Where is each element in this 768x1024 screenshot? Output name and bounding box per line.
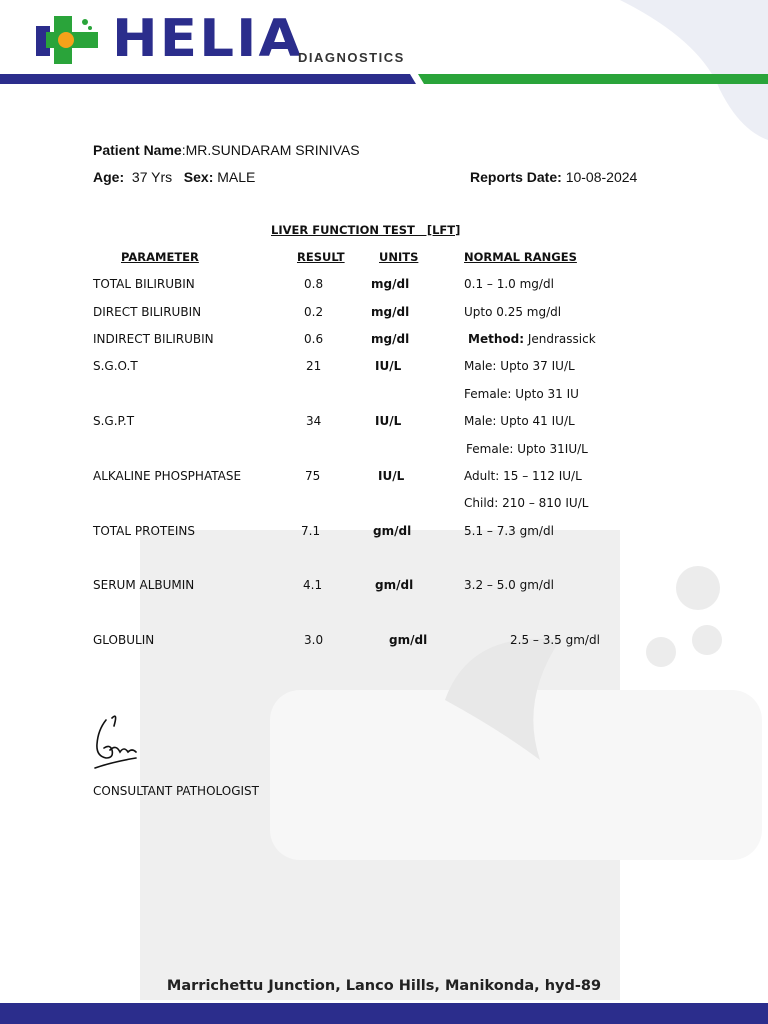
table-row-result: 4.1 [303, 578, 323, 592]
patient-name-line [93, 142, 360, 158]
table-row-parameter: INDIRECT BILIRUBIN [93, 332, 214, 346]
table-row-unit: IU/L [378, 469, 405, 483]
table-row-range: 0.1 – 1.0 mg/dl [464, 277, 554, 291]
table-row-result: 7.1 [301, 524, 321, 538]
reports-date-value: 10-08-2024 [565, 169, 638, 185]
table-row-result: 21 [306, 359, 322, 373]
table-row-range: 2.5 – 3.5 gm/dl [510, 633, 600, 647]
method-value: Jendrassick [527, 332, 596, 346]
footer-address: Marrichettu Junction, Lanco Hills, Manikonda, hyd-89 [166, 978, 602, 994]
reports-date-label: Reports Date: [470, 169, 562, 185]
table-row-range: 3.2 – 5.0 gm/dl [464, 578, 554, 592]
table-row-parameter: DIRECT BILIRUBIN [93, 305, 202, 319]
table-row-parameter: SERUM ALBUMIN [93, 578, 195, 592]
signature-image [92, 710, 140, 772]
patient-name-label: Patient Name [93, 142, 182, 158]
table-row-result: 3.0 [304, 633, 324, 647]
column-units: UNITS [379, 250, 419, 264]
logo-cross-icon [36, 16, 98, 64]
patient-name-value: :MR.SUNDARAM SRINIVAS [181, 142, 360, 158]
table-row-unit: gm/dl [373, 524, 412, 538]
table-row-range: Male: Upto 37 IU/L [464, 359, 575, 373]
table-row-parameter: GLOBULIN [93, 633, 155, 647]
table-row-result: 75 [305, 469, 321, 483]
table-row-range [468, 332, 596, 346]
table-row-range: Upto 0.25 mg/dl [464, 305, 562, 319]
test-title: LIVER FUNCTION TEST [LFT] [271, 223, 461, 237]
table-row-range: Adult: 15 – 112 IU/L [464, 469, 582, 483]
column-parameter: PARAMETER [121, 250, 199, 264]
age-value: 37 Yrs [131, 169, 173, 185]
table-row-unit: IU/L [375, 414, 402, 428]
table-row-parameter: TOTAL PROTEINS [93, 524, 195, 538]
table-row-unit: mg/dl [371, 305, 410, 319]
table-row-range-secondary: Female: Upto 31IU/L [466, 442, 588, 456]
table-row-range-secondary: Female: Upto 31 IU [464, 387, 579, 401]
table-row-parameter: TOTAL BILIRUBIN [93, 277, 195, 291]
table-row-range-secondary: Child: 210 – 810 IU/L [464, 496, 589, 510]
age-label: Age: [93, 169, 125, 185]
sex-label: Sex: [183, 169, 214, 185]
table-row-unit: mg/dl [371, 332, 410, 346]
table-row-result: 0.6 [304, 332, 324, 346]
column-normal-ranges: NORMAL RANGES [464, 250, 577, 264]
table-row-parameter: ALKALINE PHOSPHATASE [93, 469, 242, 483]
table-row-result: 0.2 [304, 305, 324, 319]
table-row-unit: mg/dl [371, 277, 410, 291]
table-row-range: 5.1 – 7.3 gm/dl [464, 524, 554, 538]
table-row-parameter: S.G.P.T [93, 414, 135, 428]
table-row-range: Male: Upto 41 IU/L [464, 414, 575, 428]
table-row-parameter: S.G.O.T [93, 359, 138, 373]
column-result: RESULT [297, 250, 345, 264]
method-label: Method: [468, 332, 524, 346]
brand-name: HELIA [112, 9, 303, 69]
reports-date-line [470, 169, 637, 185]
sex-value: MALE [217, 169, 256, 185]
signature-designation: CONSULTANT PATHOLOGIST [93, 784, 259, 798]
age-sex-line [93, 169, 255, 185]
table-row-result: 0.8 [304, 277, 324, 291]
brand-subtitle: DIAGNOSTICS [298, 50, 405, 65]
table-row-unit: gm/dl [375, 578, 414, 592]
table-row-unit: gm/dl [389, 633, 428, 647]
table-row-result: 34 [306, 414, 322, 428]
table-row-unit: IU/L [375, 359, 402, 373]
